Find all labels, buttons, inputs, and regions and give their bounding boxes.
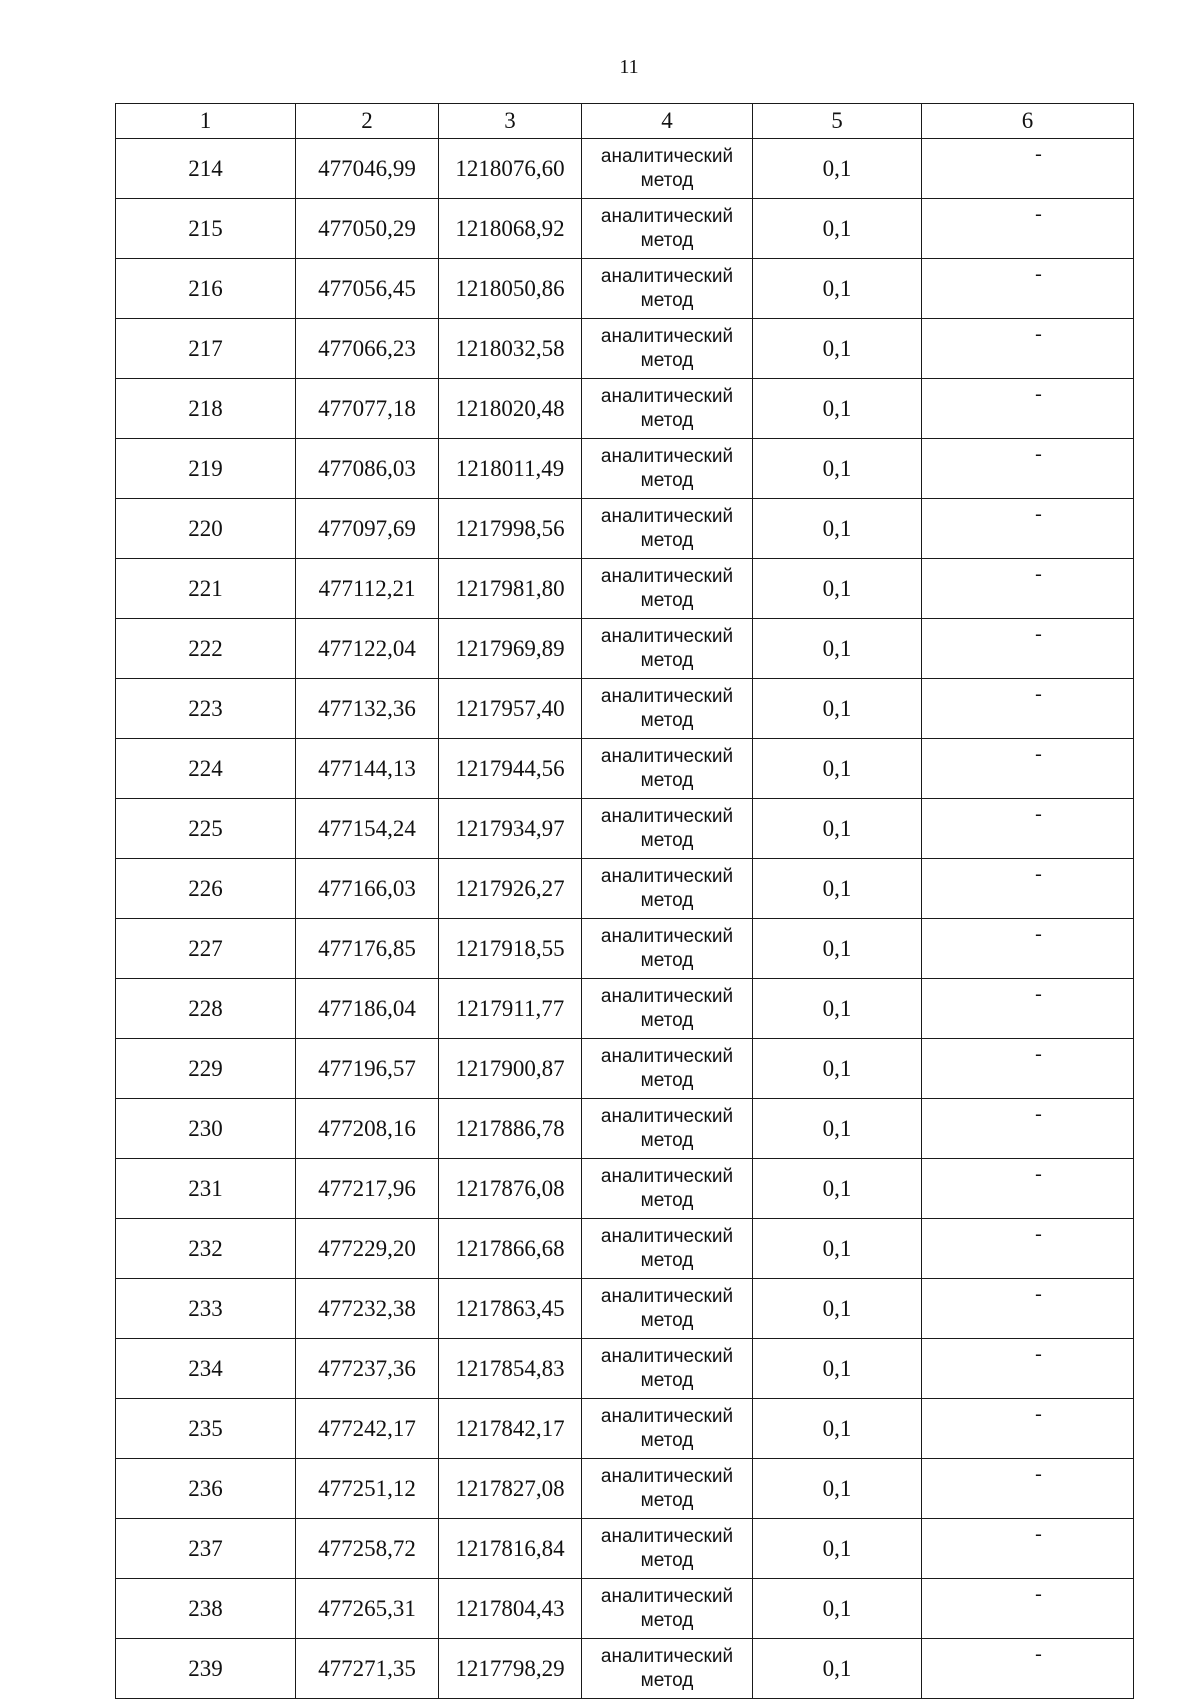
column-header-4: 4 <box>582 104 753 139</box>
accuracy-cell: 0,1 <box>753 979 922 1039</box>
method-cell <box>582 439 753 499</box>
x-coordinate-cell: 477097,69 <box>296 499 439 559</box>
y-coordinate-cell: 1217944,56 <box>439 739 582 799</box>
table-row <box>116 259 1134 319</box>
note-cell: - <box>922 1099 1134 1159</box>
table-row <box>116 619 1134 679</box>
note-cell: - <box>922 139 1134 199</box>
method-line-1: аналитический <box>600 1645 734 1667</box>
method-line-1: аналитический <box>600 385 734 407</box>
note-cell: - <box>922 1579 1134 1639</box>
method-cell <box>582 859 753 919</box>
method-cell <box>582 379 753 439</box>
table-row <box>116 1399 1134 1459</box>
y-coordinate-cell: 1218050,86 <box>439 259 582 319</box>
x-coordinate-cell: 477242,17 <box>296 1399 439 1459</box>
method-line-1: аналитический <box>600 1045 734 1067</box>
point-number-cell: 218 <box>116 379 296 439</box>
x-coordinate-cell: 477217,96 <box>296 1159 439 1219</box>
table-row <box>116 739 1134 799</box>
method-cell <box>582 319 753 379</box>
column-header-3: 3 <box>439 104 582 139</box>
x-coordinate-cell: 477122,04 <box>296 619 439 679</box>
note-cell: - <box>922 799 1134 859</box>
point-number-cell: 220 <box>116 499 296 559</box>
accuracy-cell: 0,1 <box>753 1099 922 1159</box>
method-cell <box>582 1639 753 1699</box>
point-number-cell: 226 <box>116 859 296 919</box>
method-line-1: аналитический <box>600 505 734 527</box>
x-coordinate-cell: 477046,99 <box>296 139 439 199</box>
method-line-1: аналитический <box>600 145 734 167</box>
y-coordinate-cell: 1217886,78 <box>439 1099 582 1159</box>
method-line-2: метод <box>640 289 694 311</box>
y-coordinate-cell: 1217842,17 <box>439 1399 582 1459</box>
method-line-1: аналитический <box>600 565 734 587</box>
method-line-2: метод <box>640 1429 694 1451</box>
table-header-row <box>116 104 1134 139</box>
note-cell: - <box>922 1279 1134 1339</box>
method-cell <box>582 619 753 679</box>
table-row <box>116 1579 1134 1639</box>
accuracy-cell: 0,1 <box>753 319 922 379</box>
method-line-1: аналитический <box>600 805 734 827</box>
method-line-2: метод <box>640 169 694 191</box>
x-coordinate-cell: 477132,36 <box>296 679 439 739</box>
coordinates-table <box>115 103 1134 1699</box>
y-coordinate-cell: 1217981,80 <box>439 559 582 619</box>
method-line-2: метод <box>640 1249 694 1271</box>
note-cell: - <box>922 439 1134 499</box>
accuracy-cell: 0,1 <box>753 1279 922 1339</box>
point-number-cell: 236 <box>116 1459 296 1519</box>
table-row <box>116 799 1134 859</box>
x-coordinate-cell: 477176,85 <box>296 919 439 979</box>
method-cell <box>582 1219 753 1279</box>
accuracy-cell: 0,1 <box>753 1579 922 1639</box>
method-line-1: аналитический <box>600 625 734 647</box>
method-line-1: аналитический <box>600 1525 734 1547</box>
table-row <box>116 1099 1134 1159</box>
table-row <box>116 559 1134 619</box>
note-cell: - <box>922 1039 1134 1099</box>
method-cell <box>582 499 753 559</box>
point-number-cell: 238 <box>116 1579 296 1639</box>
accuracy-cell: 0,1 <box>753 1039 922 1099</box>
accuracy-cell: 0,1 <box>753 1339 922 1399</box>
table-row <box>116 1339 1134 1399</box>
method-line-2: метод <box>640 229 694 251</box>
column-header-1: 1 <box>116 104 296 139</box>
accuracy-cell: 0,1 <box>753 1459 922 1519</box>
method-cell <box>582 1159 753 1219</box>
method-cell <box>582 739 753 799</box>
method-cell <box>582 1339 753 1399</box>
accuracy-cell: 0,1 <box>753 439 922 499</box>
y-coordinate-cell: 1217827,08 <box>439 1459 582 1519</box>
x-coordinate-cell: 477144,13 <box>296 739 439 799</box>
method-line-1: аналитический <box>600 1165 734 1187</box>
table-body <box>116 139 1134 1699</box>
table-row <box>116 1219 1134 1279</box>
y-coordinate-cell: 1217998,56 <box>439 499 582 559</box>
y-coordinate-cell: 1217911,77 <box>439 979 582 1039</box>
accuracy-cell: 0,1 <box>753 679 922 739</box>
accuracy-cell: 0,1 <box>753 1399 922 1459</box>
table-row <box>116 1459 1134 1519</box>
table-row <box>116 979 1134 1039</box>
table-row <box>116 1639 1134 1699</box>
point-number-cell: 228 <box>116 979 296 1039</box>
y-coordinate-cell: 1217876,08 <box>439 1159 582 1219</box>
accuracy-cell: 0,1 <box>753 259 922 319</box>
method-line-2: метод <box>640 1009 694 1031</box>
x-coordinate-cell: 477050,29 <box>296 199 439 259</box>
point-number-cell: 239 <box>116 1639 296 1699</box>
method-line-1: аналитический <box>600 685 734 707</box>
y-coordinate-cell: 1217816,84 <box>439 1519 582 1579</box>
note-cell: - <box>922 619 1134 679</box>
y-coordinate-cell: 1217918,55 <box>439 919 582 979</box>
y-coordinate-cell: 1218068,92 <box>439 199 582 259</box>
note-cell: - <box>922 919 1134 979</box>
method-cell <box>582 679 753 739</box>
note-cell: - <box>922 1339 1134 1399</box>
method-line-1: аналитический <box>600 985 734 1007</box>
point-number-cell: 223 <box>116 679 296 739</box>
method-cell <box>582 799 753 859</box>
method-line-1: аналитический <box>600 325 734 347</box>
accuracy-cell: 0,1 <box>753 619 922 679</box>
note-cell: - <box>922 1519 1134 1579</box>
point-number-cell: 216 <box>116 259 296 319</box>
y-coordinate-cell: 1218020,48 <box>439 379 582 439</box>
point-number-cell: 235 <box>116 1399 296 1459</box>
accuracy-cell: 0,1 <box>753 919 922 979</box>
table-row <box>116 199 1134 259</box>
method-line-2: метод <box>640 1669 694 1691</box>
x-coordinate-cell: 477271,35 <box>296 1639 439 1699</box>
x-coordinate-cell: 477229,20 <box>296 1219 439 1279</box>
note-cell: - <box>922 499 1134 559</box>
table-row <box>116 319 1134 379</box>
table-row <box>116 919 1134 979</box>
method-line-2: метод <box>640 1489 694 1511</box>
method-line-2: метод <box>640 1189 694 1211</box>
x-coordinate-cell: 477056,45 <box>296 259 439 319</box>
method-line-1: аналитический <box>600 1585 734 1607</box>
note-cell: - <box>922 199 1134 259</box>
note-cell: - <box>922 559 1134 619</box>
method-line-1: аналитический <box>600 265 734 287</box>
column-header-5: 5 <box>753 104 922 139</box>
note-cell: - <box>922 1399 1134 1459</box>
x-coordinate-cell: 477237,36 <box>296 1339 439 1399</box>
method-line-2: метод <box>640 1369 694 1391</box>
method-line-1: аналитический <box>600 1225 734 1247</box>
y-coordinate-cell: 1217866,68 <box>439 1219 582 1279</box>
method-line-2: метод <box>640 1129 694 1151</box>
y-coordinate-cell: 1217863,45 <box>439 1279 582 1339</box>
x-coordinate-cell: 477258,72 <box>296 1519 439 1579</box>
accuracy-cell: 0,1 <box>753 139 922 199</box>
method-cell <box>582 1459 753 1519</box>
method-line-2: метод <box>640 709 694 731</box>
note-cell: - <box>922 259 1134 319</box>
method-line-1: аналитический <box>600 1345 734 1367</box>
x-coordinate-cell: 477077,18 <box>296 379 439 439</box>
method-cell <box>582 559 753 619</box>
note-cell: - <box>922 1219 1134 1279</box>
point-number-cell: 217 <box>116 319 296 379</box>
method-cell <box>582 1579 753 1639</box>
method-line-2: метод <box>640 529 694 551</box>
method-line-1: аналитический <box>600 205 734 227</box>
y-coordinate-cell: 1217934,97 <box>439 799 582 859</box>
point-number-cell: 227 <box>116 919 296 979</box>
method-cell <box>582 139 753 199</box>
y-coordinate-cell: 1217957,40 <box>439 679 582 739</box>
method-line-2: метод <box>640 1609 694 1631</box>
column-header-2: 2 <box>296 104 439 139</box>
method-cell <box>582 979 753 1039</box>
y-coordinate-cell: 1217926,27 <box>439 859 582 919</box>
note-cell: - <box>922 319 1134 379</box>
method-line-2: метод <box>640 829 694 851</box>
method-line-2: метод <box>640 1549 694 1571</box>
table-row <box>116 379 1134 439</box>
note-cell: - <box>922 979 1134 1039</box>
x-coordinate-cell: 477186,04 <box>296 979 439 1039</box>
point-number-cell: 222 <box>116 619 296 679</box>
y-coordinate-cell: 1218076,60 <box>439 139 582 199</box>
method-line-2: метод <box>640 889 694 911</box>
y-coordinate-cell: 1217798,29 <box>439 1639 582 1699</box>
method-cell <box>582 1519 753 1579</box>
method-cell <box>582 1279 753 1339</box>
note-cell: - <box>922 739 1134 799</box>
point-number-cell: 234 <box>116 1339 296 1399</box>
x-coordinate-cell: 477066,23 <box>296 319 439 379</box>
point-number-cell: 219 <box>116 439 296 499</box>
note-cell: - <box>922 1639 1134 1699</box>
accuracy-cell: 0,1 <box>753 739 922 799</box>
table-row <box>116 1159 1134 1219</box>
accuracy-cell: 0,1 <box>753 859 922 919</box>
method-cell <box>582 919 753 979</box>
accuracy-cell: 0,1 <box>753 799 922 859</box>
x-coordinate-cell: 477265,31 <box>296 1579 439 1639</box>
point-number-cell: 225 <box>116 799 296 859</box>
accuracy-cell: 0,1 <box>753 499 922 559</box>
method-line-1: аналитический <box>600 1105 734 1127</box>
table-row <box>116 1519 1134 1579</box>
note-cell: - <box>922 379 1134 439</box>
method-line-2: метод <box>640 589 694 611</box>
y-coordinate-cell: 1217804,43 <box>439 1579 582 1639</box>
method-line-2: метод <box>640 469 694 491</box>
method-line-1: аналитический <box>600 1285 734 1307</box>
method-line-2: метод <box>640 649 694 671</box>
point-number-cell: 224 <box>116 739 296 799</box>
y-coordinate-cell: 1217854,83 <box>439 1339 582 1399</box>
point-number-cell: 221 <box>116 559 296 619</box>
method-line-1: аналитический <box>600 745 734 767</box>
method-line-2: метод <box>640 409 694 431</box>
x-coordinate-cell: 477112,21 <box>296 559 439 619</box>
accuracy-cell: 0,1 <box>753 1639 922 1699</box>
table-row <box>116 499 1134 559</box>
method-line-2: метод <box>640 1309 694 1331</box>
x-coordinate-cell: 477208,16 <box>296 1099 439 1159</box>
method-line-2: метод <box>640 1069 694 1091</box>
note-cell: - <box>922 679 1134 739</box>
point-number-cell: 237 <box>116 1519 296 1579</box>
method-cell <box>582 259 753 319</box>
table-row <box>116 859 1134 919</box>
x-coordinate-cell: 477251,12 <box>296 1459 439 1519</box>
x-coordinate-cell: 477166,03 <box>296 859 439 919</box>
point-number-cell: 231 <box>116 1159 296 1219</box>
method-cell <box>582 1399 753 1459</box>
page-number: 11 <box>619 56 639 78</box>
method-cell <box>582 1039 753 1099</box>
x-coordinate-cell: 477086,03 <box>296 439 439 499</box>
y-coordinate-cell: 1218011,49 <box>439 439 582 499</box>
table-row <box>116 1039 1134 1099</box>
method-line-2: метод <box>640 949 694 971</box>
method-cell <box>582 1099 753 1159</box>
point-number-cell: 232 <box>116 1219 296 1279</box>
table-row <box>116 679 1134 739</box>
method-line-2: метод <box>640 349 694 371</box>
point-number-cell: 215 <box>116 199 296 259</box>
point-number-cell: 230 <box>116 1099 296 1159</box>
method-line-1: аналитический <box>600 445 734 467</box>
accuracy-cell: 0,1 <box>753 1219 922 1279</box>
method-line-1: аналитический <box>600 865 734 887</box>
method-line-1: аналитический <box>600 1465 734 1487</box>
method-line-2: метод <box>640 769 694 791</box>
method-line-1: аналитический <box>600 925 734 947</box>
method-cell <box>582 199 753 259</box>
point-number-cell: 233 <box>116 1279 296 1339</box>
y-coordinate-cell: 1217969,89 <box>439 619 582 679</box>
y-coordinate-cell: 1218032,58 <box>439 319 582 379</box>
table-row <box>116 1279 1134 1339</box>
accuracy-cell: 0,1 <box>753 559 922 619</box>
table-row <box>116 139 1134 199</box>
note-cell: - <box>922 1459 1134 1519</box>
accuracy-cell: 0,1 <box>753 1159 922 1219</box>
column-header-6: 6 <box>922 104 1134 139</box>
y-coordinate-cell: 1217900,87 <box>439 1039 582 1099</box>
point-number-cell: 229 <box>116 1039 296 1099</box>
point-number-cell: 214 <box>116 139 296 199</box>
accuracy-cell: 0,1 <box>753 1519 922 1579</box>
accuracy-cell: 0,1 <box>753 379 922 439</box>
accuracy-cell: 0,1 <box>753 199 922 259</box>
x-coordinate-cell: 477196,57 <box>296 1039 439 1099</box>
x-coordinate-cell: 477154,24 <box>296 799 439 859</box>
x-coordinate-cell: 477232,38 <box>296 1279 439 1339</box>
note-cell: - <box>922 859 1134 919</box>
method-line-1: аналитический <box>600 1405 734 1427</box>
note-cell: - <box>922 1159 1134 1219</box>
table-row <box>116 439 1134 499</box>
